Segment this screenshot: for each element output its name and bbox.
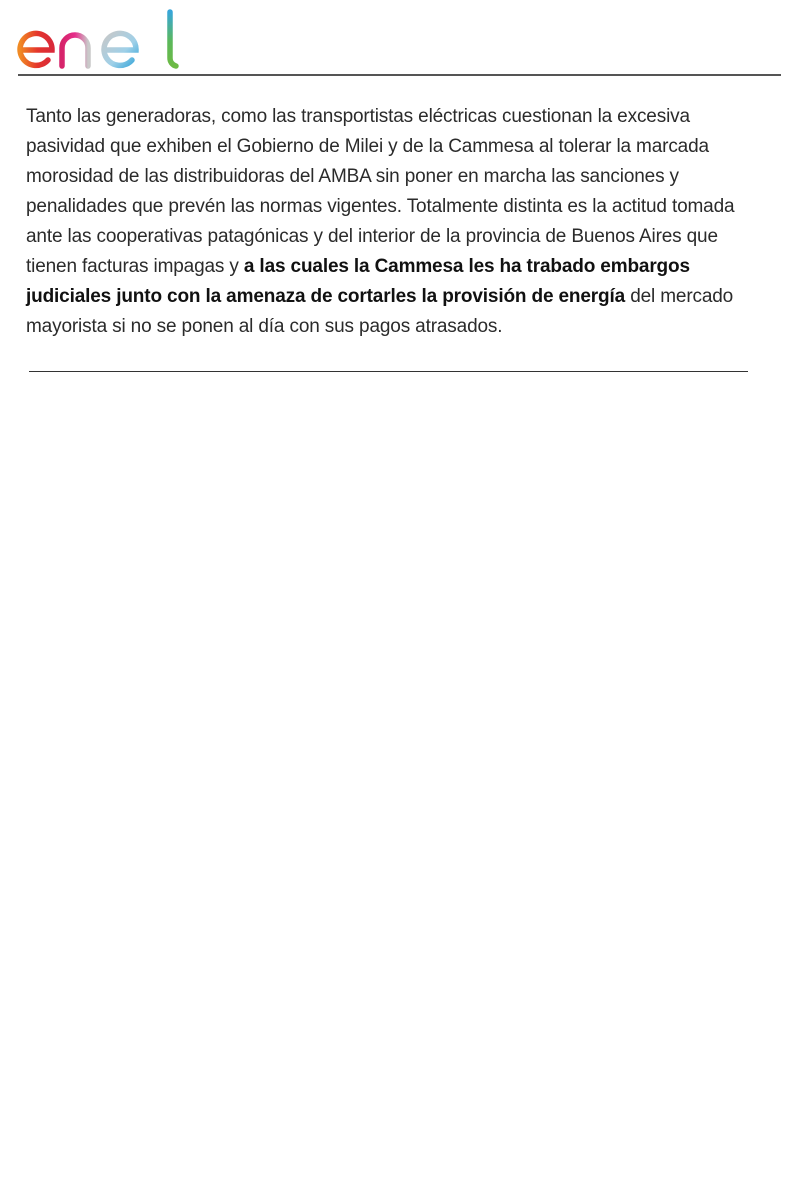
article-paragraph (26, 102, 771, 342)
paragraph-text-bold: a las cuales la Cammesa les ha trabado embargos judiciales junto con la amenaza de cortarles la provisión de energía (26, 256, 690, 307)
enel-logo[interactable] (16, 8, 180, 70)
article-end-divider (29, 371, 748, 372)
header-divider (18, 74, 781, 76)
logo-letter-e-icon (20, 33, 52, 65)
paragraph-text-start: Tanto las generadoras, como las transportistas eléctricas cuestionan la excesiva pasividad que exhiben el Gobierno de Milei y de la Cammesa al tolerar la marcada morosidad de las distribuidoras del AMBA sin poner en marcha las sanciones y penalidades que prevén las normas vigentes. Totalmente distinta es la actitud tomada ante las cooperativas patagónicas y del interior de la provincia de Buenos Aires que tienen facturas impagas y (26, 106, 735, 277)
logo-letter-e2-icon (104, 33, 136, 65)
logo-letter-l-icon (170, 12, 176, 66)
article-body (26, 102, 771, 342)
paragraph-text-end: del mercado mayorista si no se ponen al día con sus pagos atrasados. (26, 286, 734, 337)
page-header (0, 0, 800, 76)
logo-letter-n-icon (62, 35, 88, 66)
